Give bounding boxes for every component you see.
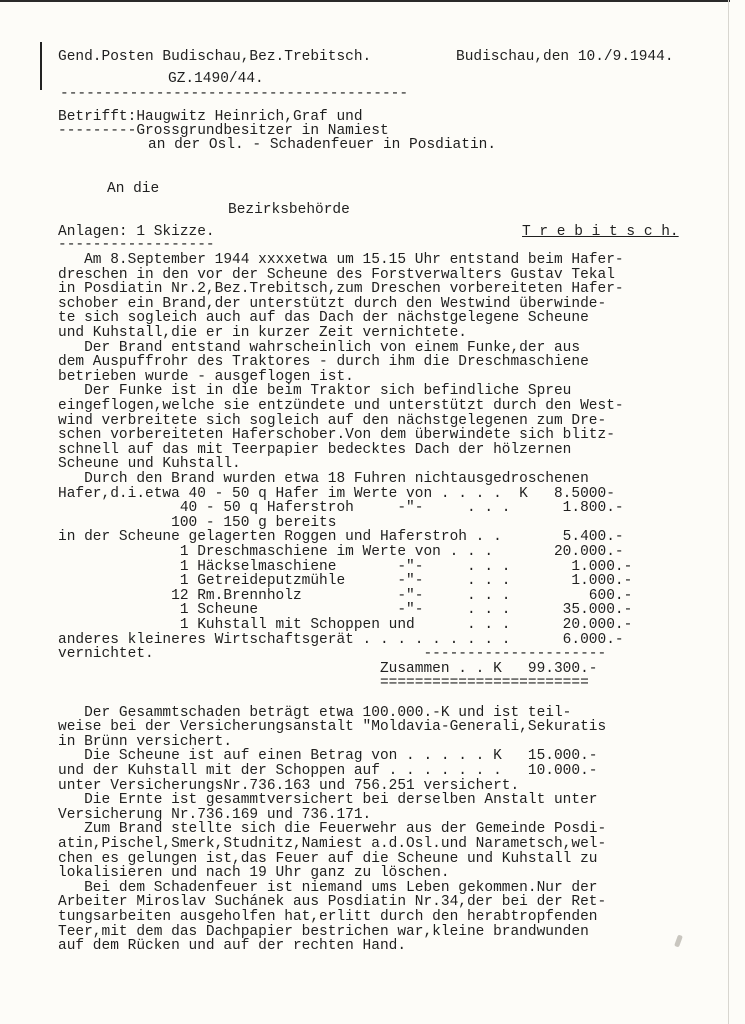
- body-line: 12 Rm.Brennholz -"- . . . 600.-: [58, 587, 633, 604]
- body-line: 1 Scheune -"- . . . 35.000.-: [58, 602, 633, 619]
- body-line: und Kuhstall,die er in kurzer Zeit vernichtete.: [58, 325, 467, 341]
- sender-line: Gend.Posten Budischau,Bez.Trebitsch.: [58, 49, 372, 65]
- addressee-authority: Bezirksbehörde: [228, 202, 350, 218]
- body-line: und der Kuhstall mit der Schoppen auf . . . . . . . 10.000.-: [58, 763, 598, 779]
- body-line: Der Funke ist in die beim Traktor sich befindliche Spreu: [58, 383, 572, 400]
- body-line: Der Gesammtschaden beträgt etwa 100.000.-K und ist teil-: [58, 704, 572, 721]
- body-line: 100 - 150 g bereits: [58, 514, 337, 531]
- body-line: dem Auspuffrohr des Traktores - durch ihm die Dreschmaschiene: [58, 354, 589, 371]
- body-line: in Brünn versichert.: [58, 733, 233, 750]
- body-line: 1 Getreideputzmühle -"- . . . 1.000.-: [58, 573, 633, 590]
- addressee-city: T r e b i t s c h.: [522, 224, 679, 240]
- body-line: Bei dem Schadenfeuer ist niemand ums Leben gekommen.Nur der: [58, 879, 598, 896]
- body-line: 1 Häckselmaschiene -"- . . . 1.000.-: [58, 558, 633, 575]
- body-line: schen vorbereiteten Haferschober.Von dem überwindete sich blitz-: [58, 427, 615, 444]
- body-line: weise bei der Versicherungsanstalt "Moldavia-Generali,Sekuratis: [58, 719, 607, 736]
- addressee-to: An die: [107, 181, 160, 197]
- body-line: Die Scheune ist auf einen Betrag von . . . . . K 15.000.-: [58, 748, 598, 765]
- attachments-rule: ------------------: [58, 237, 215, 253]
- body-line: Scheune und Kuhstall.: [58, 456, 241, 473]
- body-line: dreschen in den vor der Scheune des Forstverwalters Gustav Tekal: [58, 266, 615, 283]
- place-date: Budischau,den 10./9.1944.: [456, 49, 674, 65]
- body-line: in der Scheune gelagerten Roggen und Haferstroh . . 5.400.-: [58, 529, 624, 546]
- body-line: Die Ernte ist gesammtversichert bei derselben Anstalt unter: [58, 792, 598, 809]
- body-line: lokalisieren und nach 19 Uhr ganz zu löschen.: [58, 865, 450, 882]
- ink-smudge: [674, 935, 683, 948]
- body-line: unter VersicherungsNr.736.163 und 756.251 versichert.: [58, 777, 520, 794]
- body-line: betrieben wurde - ausgeflogen ist.: [58, 368, 354, 385]
- margin-mark: [40, 42, 42, 90]
- body-line: te sich sogleich auch auf das Dach der nächstgelegene Scheune: [58, 310, 589, 327]
- subject-line-2: ---------Grossgrundbesitzer in Namiest: [58, 123, 389, 139]
- body-line: Teer,mit dem das Dachpapier bestrichen war,kleine brandwunden: [58, 923, 589, 940]
- top-border-line: [0, 0, 730, 2]
- body-line: Der Brand entstand wahrscheinlich von einem Funke,der aus: [58, 339, 581, 356]
- subject-line-1: Betrifft:Haugwitz Heinrich,Graf und: [58, 109, 363, 125]
- body-line: vernichtet. ---------------------: [58, 646, 607, 663]
- body-line: tungsarbeiten ausgeholfen hat,erlitt durch den herabtropfenden: [58, 909, 598, 925]
- body-line: auf dem Rücken und auf der rechten Hand.: [58, 938, 407, 955]
- body-line: Durch den Brand wurden etwa 18 Fuhren nichtausgedroschenen: [58, 471, 589, 487]
- body-line: Zusammen . . K 99.300.-: [58, 660, 598, 677]
- page-edge: [728, 0, 729, 1024]
- body-line: Arbeiter Miroslav Suchánek aus Posdiatin Nr.34,der bei der Ret-: [58, 894, 607, 911]
- body-line: schober ein Brand,der unterstützt durch den Westwind überwinde-: [58, 295, 607, 312]
- body-line: in Posdiatin Nr.2,Bez.Trebitsch,zum Dreschen vorbereiteten Hafer-: [58, 281, 624, 298]
- body-line: Hafer,d.i.etwa 40 - 50 q Hafer im Werte von . . . . K 8.5000-: [58, 485, 615, 502]
- body-line: schnell auf das mit Teerpapier bedecktes Dach der hölzernen: [58, 441, 572, 458]
- body-line: Zum Brand stellte sich die Feuerwehr aus der Gemeinde Posdi-: [58, 821, 607, 838]
- subject-line-3: an der Osl. - Schadenfeuer in Posdiatin.: [148, 137, 497, 153]
- body-line: 40 - 50 q Haferstroh -"- . . . 1.800.-: [58, 500, 624, 517]
- body-line: 1 Kuhstall mit Schoppen und . . . 20.000.-: [58, 617, 633, 633]
- attachments: Anlagen: 1 Skizze.: [58, 224, 215, 240]
- body-line: eingeflogen,welche sie entzündete und unterstützt durch den West-: [58, 398, 624, 414]
- body-line: anderes kleineres Wirtschaftsgerät . . . . . . . . . 6.000.-: [58, 631, 624, 648]
- body-line: Versicherung Nr.736.169 und 736.171.: [58, 806, 372, 823]
- body-line: atin,Pischel,Smerk,Studnitz,Namiest a.d.Osl.und Narametsch,wel-: [58, 836, 607, 852]
- body-line: chen es gelungen ist,das Feuer auf die Scheune und Kuhstall zu: [58, 850, 598, 867]
- body-line: Am 8.September 1944 xxxxetwa um 15.15 Uhr entstand beim Hafer-: [58, 252, 624, 268]
- body-line: 1 Dreschmaschiene im Werte von . . . 20.000.-: [58, 544, 624, 560]
- body-line: wind verbreitete sich sogleich auf den nächstgelegenen zum Dre-: [58, 412, 607, 429]
- body-line: ========================: [58, 675, 589, 692]
- reference-number: GZ.1490/44.: [168, 71, 264, 87]
- header-rule: ----------------------------------------: [60, 86, 409, 102]
